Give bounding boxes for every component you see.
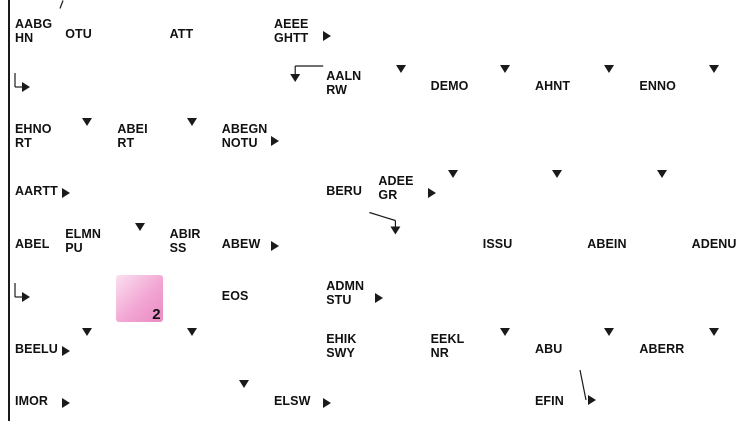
clue-text: ADMN STU	[326, 279, 365, 307]
clue-text: ABIR SS	[169, 226, 201, 255]
clue-text: ABEI RT	[117, 121, 148, 150]
clue-text: EHNO RT	[15, 121, 52, 150]
clue-text: AEEE GHTT	[274, 16, 309, 45]
clue-text: EEKL NR	[430, 331, 465, 360]
arrow-stem	[60, 1, 63, 9]
clue-text: AHNT	[535, 79, 571, 93]
clue-text: ABEGN NOTU	[221, 121, 268, 150]
clue-text: AABG HN	[15, 16, 53, 45]
clue-text: ISSU	[482, 236, 513, 251]
right-arrow-icon	[588, 395, 596, 405]
down-arrow-icon	[390, 227, 400, 235]
clue-text: ELSW	[274, 394, 311, 408]
clue-text: DEMO	[430, 79, 469, 93]
clue-text: EFIN	[535, 394, 564, 408]
clue-text: ENNO	[639, 79, 676, 93]
clue-text: ABEL	[15, 236, 50, 251]
clue-text: ABEW	[221, 236, 261, 251]
clue-text: BEELU	[15, 341, 58, 356]
clue-text: EOS	[221, 289, 249, 303]
clue-text: ATT	[169, 26, 194, 41]
clue-text: ELMN PU	[65, 226, 102, 255]
clue-text: EHIK SWY	[326, 331, 357, 360]
clue-text: ABU	[535, 341, 563, 356]
clue-text: ABERR	[639, 341, 685, 356]
clue-text: AALN RW	[326, 69, 362, 97]
clue-text: ADEE GR	[378, 174, 414, 202]
right-arrow-icon	[22, 292, 30, 302]
arrow-stem	[369, 213, 395, 221]
clue-text: ADENU	[691, 236, 737, 251]
down-arrow-icon	[290, 74, 300, 82]
right-arrow-icon	[22, 82, 30, 92]
clue-text: BERU	[326, 184, 363, 198]
cell-number: 2	[152, 305, 161, 323]
clue-text: AARTT	[15, 184, 58, 198]
clue-text: IMOR	[15, 394, 49, 408]
clue-text: ABEIN	[587, 236, 627, 251]
clue-text: OTU	[65, 26, 92, 41]
arrow-stem	[580, 370, 586, 400]
